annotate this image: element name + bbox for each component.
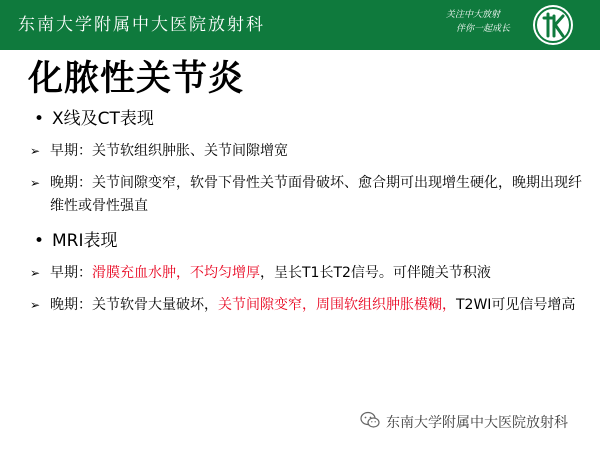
- arrow-bullet-icon: ➢: [30, 176, 41, 190]
- list-item: [28, 140, 588, 163]
- section-xray-ct: [28, 107, 588, 131]
- wechat-icon: [360, 411, 380, 429]
- header-slogan: [442, 8, 522, 36]
- item-highlight: 滑膜充血水肿，不均匀增厚: [92, 265, 260, 281]
- slide-content: [28, 107, 588, 317]
- bullet-dot: •: [34, 109, 45, 129]
- arrow-bullet-icon: ➢: [30, 144, 41, 158]
- item-text: 关节软组织肿胀、关节间隙增宽: [92, 143, 288, 159]
- list-item: [28, 172, 588, 218]
- slogan-line-2: 伴你一起成长: [456, 24, 511, 34]
- arrow-bullet-icon: ➢: [30, 298, 41, 312]
- item-label: 晚期：: [50, 297, 92, 313]
- header-title: 东南大学附属中大医院放射科: [18, 15, 265, 35]
- item-label: 晚期：: [50, 175, 92, 191]
- item-label: 早期：: [50, 143, 92, 159]
- bullet-dot: •: [34, 231, 45, 251]
- list-item: [28, 262, 588, 285]
- item-text: T2WI可见信号增高: [456, 297, 576, 313]
- arrow-bullet-icon: ➢: [30, 266, 41, 280]
- item-text-before: 关节软骨大量破坏，: [92, 297, 218, 313]
- footer-watermark: 东南大学附属中大医院放射科: [386, 415, 568, 431]
- item-text: 关节间隙变窄，软骨下骨性关节面骨破坏、愈合期可出现增生硬化，晚期出现纤维性或骨性强直: [50, 175, 582, 214]
- item-highlight: 关节间隙变窄，周围软组织肿胀模糊，: [218, 297, 456, 313]
- section-heading: MRI表现: [52, 231, 118, 251]
- slide-title: 化脓性关节炎: [28, 59, 245, 99]
- item-text: ，呈长T1长T2信号。可伴随关节积液: [260, 265, 491, 281]
- section-heading: X线及CT表现: [52, 109, 154, 129]
- list-item: [28, 294, 588, 317]
- item-label: 早期：: [50, 265, 92, 281]
- slogan-line-1: 关注中大放射: [446, 10, 501, 20]
- hospital-logo-icon: [532, 4, 574, 46]
- section-mri: [28, 229, 588, 253]
- header-bar: [0, 0, 600, 50]
